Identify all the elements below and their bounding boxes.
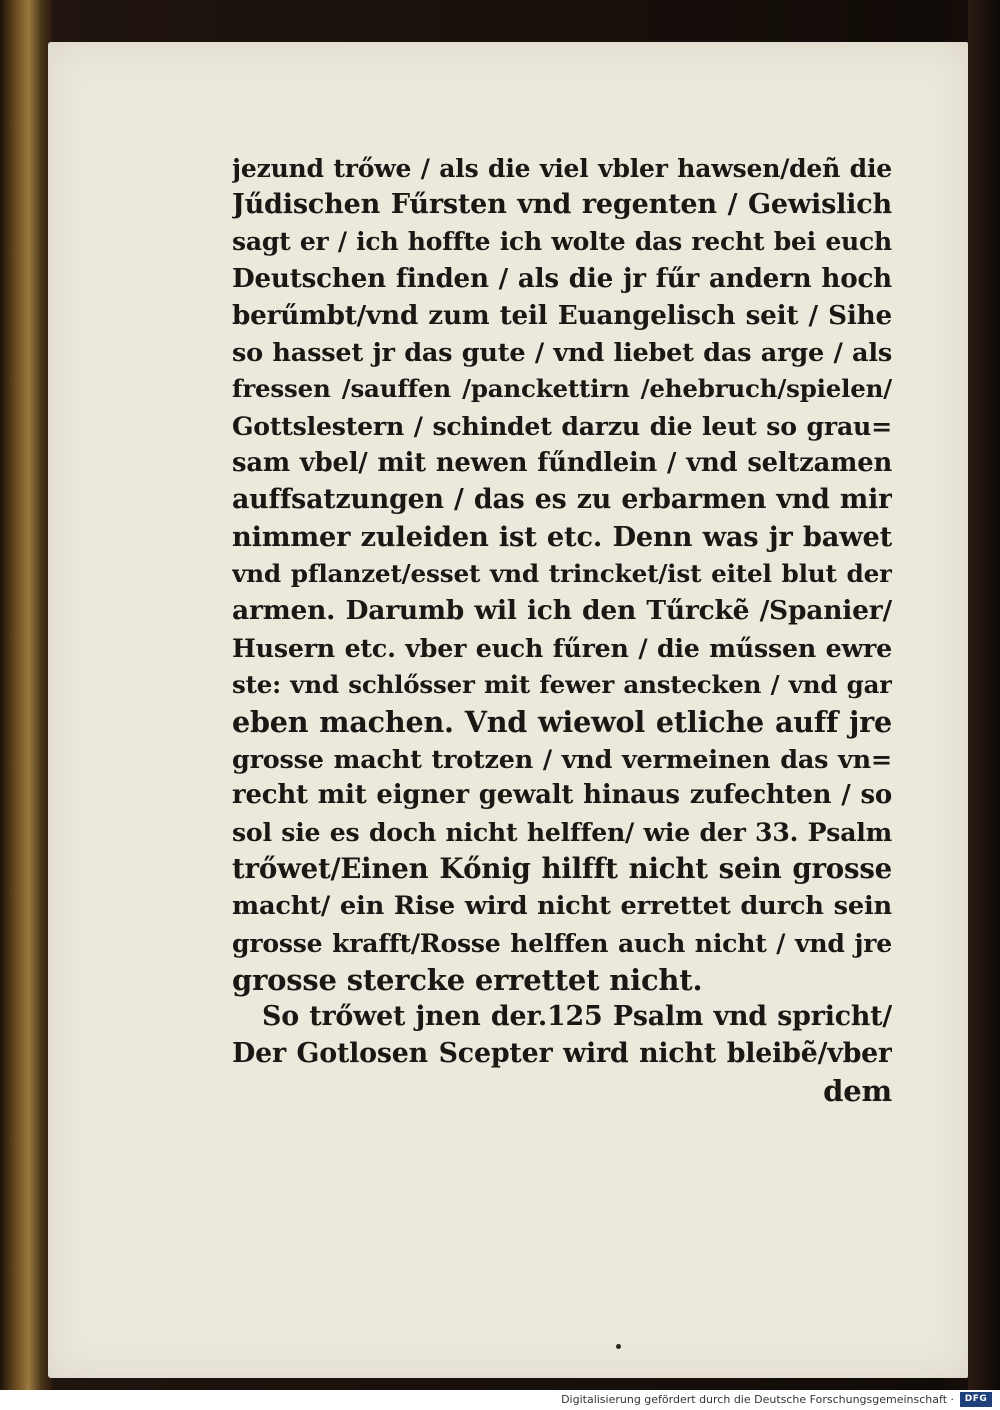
text-line: Deutschen finden / als die jr fűr andern hoch [232, 262, 892, 294]
text-line: Husern etc. vber euch fűren / die műssen ewre [232, 632, 892, 663]
text-line: fressen /sauffen /panckettirn /ehebruch/spielen/ [232, 374, 892, 404]
text-line: sam vbel/ mit newen fűndlein / vnd seltzamen [232, 448, 892, 479]
ink-speck [616, 1344, 621, 1349]
text-line: grosse krafft/Rosse helffen auch nicht / vnd jre [232, 928, 892, 959]
text-line: grosse stercke errettet nicht. [232, 962, 703, 997]
text-line: So trőwet jnen der.125 Psalm vnd spricht/ [262, 1000, 892, 1032]
catchword: dem [823, 1073, 892, 1108]
page-text-block [232, 150, 892, 1110]
text-line: Der Gotlosen Scepter wird nicht bleibẽ/vber [232, 1037, 892, 1069]
funding-credit: Digitalisierung gefördert durch die Deutsche Forschungsgemeinschaft · [561, 1393, 954, 1406]
text-line: Gottslestern / schindet darzu die leut so grau= [232, 411, 892, 442]
text-line: auffsatzungen / das es zu erbarmen vnd mir [232, 484, 892, 516]
text-line: sol sie es doch nicht helffen/ wie der 33. Psalm [232, 817, 892, 848]
text-line: armen. Darumb wil ich den Tűrckẽ /Spanier/ [232, 594, 892, 626]
book-right-edge [968, 0, 1000, 1390]
text-line: grosse macht trotzen / vnd vermeinen das vn= [232, 743, 892, 774]
text-line: so hasset jr das gute / vnd liebet das arge / als [232, 337, 892, 368]
text-line: Jűdischen Fűrsten vnd regenten / Gewislich [232, 188, 892, 220]
dfg-logo: DFG [960, 1392, 992, 1407]
text-line: macht/ ein Rise wird nicht errettet durch sein [232, 891, 892, 922]
text-line: ste: vnd schlősser mit fewer anstecken / vnd gar [232, 669, 892, 699]
text-line: vnd pflanzet/esset vnd trincket/ist eitel blut der [232, 558, 892, 588]
text-line: eben machen. Vnd wiewol etliche auff jre [232, 704, 892, 739]
text-line: recht mit eigner gewalt hinaus zufechten / so [232, 780, 892, 811]
text-line: jezund trőwe / als die viel vbler hawsen/deñ die [232, 153, 892, 183]
text-line: sagt er / ich hoffte ich wolte das recht bei euch [232, 226, 892, 256]
text-line: nimmer zuleiden ist etc. Denn was jr bawet [232, 521, 892, 554]
text-line: berűmbt/vnd zum teil Euangelisch seit / Sihe [232, 299, 892, 331]
footer-bar [0, 1390, 1000, 1410]
text-line: trőwet/Einen Kőnig hilfft nicht sein grosse [232, 852, 892, 886]
book-left-edge [0, 0, 52, 1390]
